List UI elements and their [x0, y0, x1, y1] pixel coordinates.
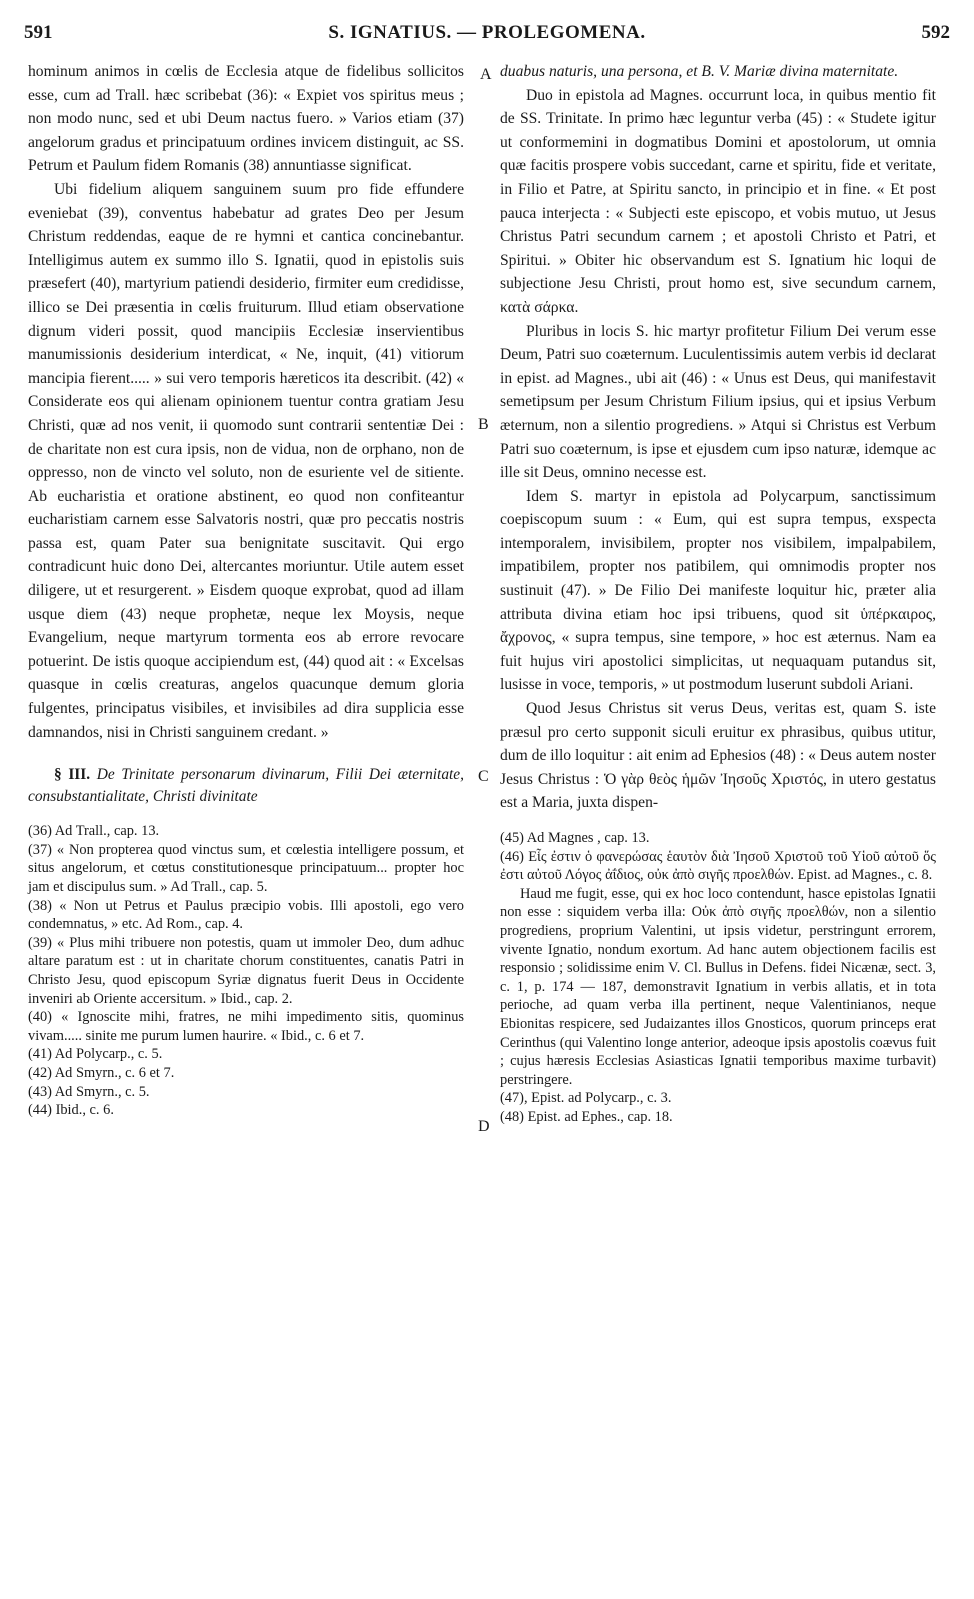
margin-marker-a: A	[480, 66, 492, 83]
page-number-right: 592	[921, 22, 950, 43]
margin-marker-b: B	[478, 416, 489, 433]
right-paragraph-1: Duo in epistola ad Magnes. occurrunt loca, in quibus mentio fit de SS. Trinitate. In primo hæc leguntur verba (45) : « Studete igitur ut conformemini in dogmatibus Domini et apostolorum, ut omnia quæ facitis prospere vobis succedant, carne et spiritu, fide et veritate, in Filio et Patre, at Spiritu sancto, in principio et in fine. « Et post pauca interjecta : « Subjecti este episcopo, et vobis mutuo, ut Jesus Christus Patri secundum carnem ; et apostoli Christo et Patri, et Spiritui. » Obiter hic observandum est S. Ignatium hic loqui de subjectione Jesu Christi, prout homo est, sive secundum carnem, κατὰ σάρκα.	[500, 86, 936, 316]
right-paragraph-2: Pluribus in locis S. hic martyr profitetur Filium Dei verum esse Deum, Patri suo coæternum. Luculentissimis autem verbis id declarat in epist. ad Magnes., ubi ait (46) : « Unus est Deus, qui manifestavit semetipsum per Jesum Christum Filium ipsius, qui et ipsius Verbum æternum, non a silentio progrediens. » Atqui si Christus est Verbum Patri suo coæternum, is ipse et ejusdem cum ipso naturæ, idemque ac ille sit Deus, omnino necesse est.	[500, 322, 936, 482]
page-header	[24, 22, 950, 52]
footnote: (43) Ad Smyrn., c. 5.	[28, 1083, 150, 1100]
footnote: (40) « Ignoscite mihi, fratres, ne mihi impedimento sitis, quominus vivam..... sinite me purum lumen haurire. « Ibid., c. 6 et 7.	[28, 1009, 464, 1044]
right-paragraph-0: duabus naturis, una persona, et B. V. Mariæ divina maternitate.	[500, 63, 899, 80]
right-paragraph-3: Idem S. martyr in epistola ad Polycarpum, sanctissimum coepiscopum suum : « Eum, qui est supra tempus, exspecta intemporalem, invisibilem, propter nos visibilem, impalpabilem, impatibilem, propter nos patibilem, qui omnimodis propter nos sustinuit (47). » De Filio Dei manifeste loquitur hic, præter alia attributa divina etiam hoc ipsi tribuens, quod sit ὑπέρκαιρος, ἄχρονος, « supra tempus, sine tempore, » hoc est æternus. Nam ea fuit hujus viri apostolici simplicitas, ut nequaquam putandus sit, lusisse in voce, temporis, » ut postmodum luserunt subdoli Ariani.	[500, 487, 936, 694]
footnote: (41) Ad Polycarp., c. 5.	[28, 1046, 163, 1063]
margin-marker-c: C	[478, 768, 489, 785]
footnote: (44) Ibid., c. 6.	[28, 1102, 114, 1119]
left-paragraph-2: Ubi fidelium aliquem sanguinem suum pro fide effundere eveniebat (39), conventus habebatur ad grates Deo per Jesum Christum reddendas, eaque de re hymni et cantica concinebantur. Intelligimus autem ex summo illo S. Ignatii, quod in epistolis suis præsefert (40), martyrium patiendi desiderio, firmiter eum credidisse, illico se Dei præsentia in cœlis fruiturum. Illud etiam observatione dignum videri possit, quod mancipiis Ecclesiæ inservientibus manumissionis desiderium interdicat, « Ne, inquit, (41) vitiorum mancipia fierent..... » sui vero temporis hæreticos ita describit. (42) « Considerate eos qui alienam opinionem tuentur contra gratiam Jesu Christi, quæ ad nos venit, ii quomodo sunt contrarii sententiæ Dei : de charitate non est cura ipsis, non de vidua, non de orphano, non de oppresso, non de vincto vel soluto, non de esuriente vel de sitiente. Ab eucharistia et oratione abstinent, eo quod non confiteantur eucharistiam carnem esse Salvatoris nostri, quæ pro peccatis nostris passa est, quam Pater sua benignitate suscitavit. Qui ergo contradicunt huic dono Dei, altercantes moriuntur. Utile autem esset diligere, ut et resurgerent. » Eisdem quoque exprobat, quod ad illam usque diem (43) neque prophetæ, neque lex Moysis, neque Evangelium, neque martyrum tormenta eos ab errore revocare potuerint. De istis quoque accipiendum est, (44) quod ait : « Excelsas quasque in cœlis creaturas, angelos quacunque demum gloria fulgentes, principatus visibiles, et invisibiles ad dira supplicia esse damnandos, nisi in Christi sanguinem credant. »	[28, 180, 464, 741]
footnote: (37) « Non propterea quod vinctus sum, et cœlestia intelligere possum, et situs angelorum, et cœtus constitutionesque principatuum... propter hoc jam et discipulus sum. » Ad Trall., cap. 5.	[28, 841, 464, 895]
margin-marker-d: D	[478, 1118, 490, 1135]
left-paragraph-1: hominum animos in cœlis de Ecclesia atque de fidelibus sollicitos esse, cum ad Trall. hæc scribebat (36): « Expiet vos spiritus meus ; non modo nunc, sed et ubi Deum nactus fuero. » Varios etiam (37) angelorum gradus et principatuum ordines invicem distinguit, ac SS. Petrum et Paulum fidem Romanis (38) annuntiasse significat.	[28, 63, 464, 175]
right-footnotes	[500, 829, 936, 1127]
footnote: (45) Ad Magnes , cap. 13.	[500, 830, 650, 846]
footnote: (42) Ad Smyrn., c. 6 et 7.	[28, 1064, 175, 1081]
section-title: De Trinitate personarum divinarum, Filii Dei æternitate, consubstantialitate, Christi divinitate	[28, 766, 464, 806]
footnote: (38) « Non ut Petrus et Paulus præcipio vobis. Illi apostoli, ego vero condemnatus, » etc. Ad Rom., cap. 4.	[28, 897, 464, 933]
left-column	[28, 60, 464, 1120]
section-heading	[28, 764, 464, 808]
running-title: S. IGNATIUS. — PROLEGOMENA.	[328, 22, 646, 43]
section-number: § III.	[54, 766, 91, 784]
right-column	[500, 60, 936, 1127]
footnote: (47), Epist. ad Polycarp., c. 3.	[500, 1090, 672, 1107]
footnote: (36) Ad Trall., cap. 13.	[28, 823, 160, 840]
right-paragraph-4: Quod Jesus Christus sit verus Deus, veritas est, quam S. iste præsul pro certo supponit siculi eruitur ex phrasibus, quibus utitur, dum de illo loquitur : ait enim ad Ephesios (48) : « Deus autem noster Jesus Christus : Ὁ γὰρ θεὸς ἡμῶν Ἰησοῦς Χριστός, in utero gestatus est a Maria, juxta dispen-	[500, 700, 936, 812]
footnote: (46) Εἷς ἐστιν ὁ φανερώσας ἑαυτὸν διὰ Ἰησοῦ Χριστοῦ τοῦ Υἱοῦ αὐτοῦ ὅς ἐστι αὐτοῦ Λόγος ἀΐδιος, οὐκ ἀπὸ σιγῆς προελθών. Epist. ad Magnes., c. 8.	[500, 848, 936, 884]
footnote: (48) Epist. ad Ephes., cap. 18.	[500, 1108, 673, 1125]
left-footnotes	[28, 822, 464, 1120]
footnote-commentary: Haud me fugit, esse, qui ex hoc loco contendunt, hasce epistolas Ignatii non esse : siquidem verba illa: Οὐκ ἀπὸ σιγῆς προελθών, non a silentio progrediens, proprium Valentini, ut ipsis videtur, perstringunt errorem, vivente Ignatio, nondum exortum. Ad hanc autem objectionem facilis est responsio ; solidissime enim V. Cl. Bullus in Defens. fidei Nicænæ, sect. 3, c. 1, p. 174 — 187, demonstravit Ignatium in verbis allatis, et in tota perioche, ad quam verba illa pertinent, neque Valentinianos, neque Ebionitas respicere, sed Judaizantes illos Gnosticos, quorum princeps erat Cerinthus (qui Valentino longe anterior, adeoque ipsis apostolis coævus fuit ; cujus hæresis Ecclesias Asiasticas Ignatii temporibus maxime turbavit) perstringere.	[500, 885, 936, 1088]
page-number-left: 591	[24, 22, 53, 43]
footnote: (39) « Plus mihi tribuere non potestis, quam ut immoler Deo, dum adhuc altare paratum est : ut in charitate chorum constituentes, canatis Patri in Christo Jesu, quod episcopum Syriæ dignatus fuerit Deus in Occidente inveniri ab Oriente accersitum. » Ibid., cap. 2.	[28, 934, 464, 1007]
